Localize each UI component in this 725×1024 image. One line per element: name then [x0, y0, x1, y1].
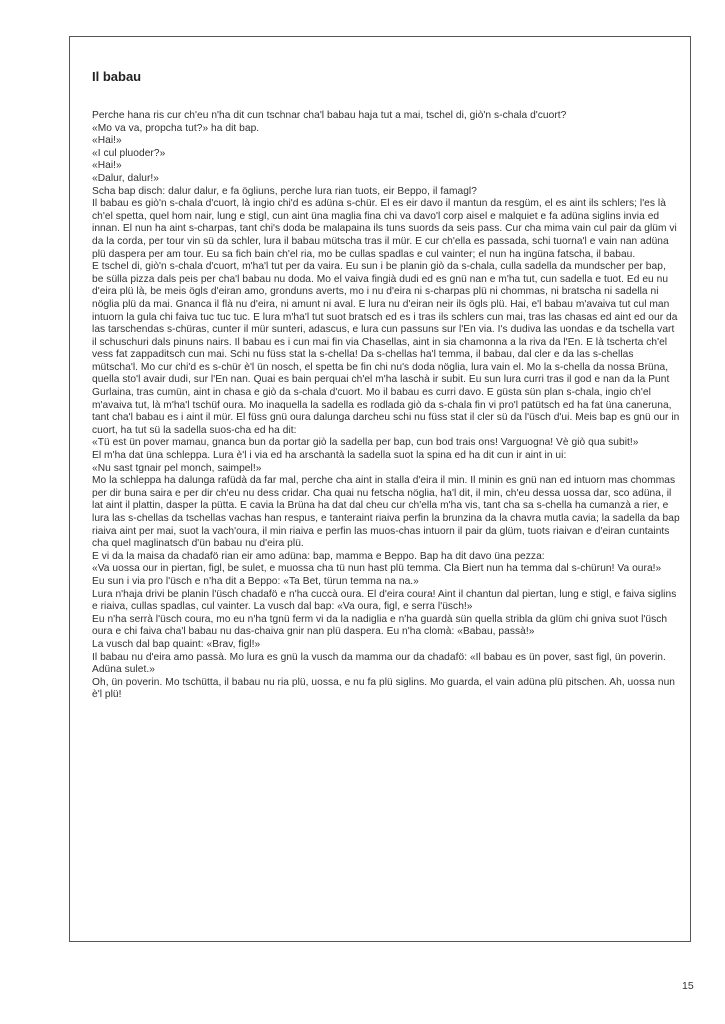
- paragraph: Mo la schleppa ha dalunga rafüdà da far mal, perche cha aint in stalla d'eira il min. Il minin es gnü nan ed intuorn mas chommas per dir buna saira e per dir ch'eu nu dess cridar. Cha quai nu fetscha nöglia, ha'l dit, il min, ch'eu dessa uossa dar, sco adüna, il lat aint il plattin, dasper la pütta. E cavia la Brüna ha dat dal cheu cur ch'ella m'ha vis, tant cha sa s-chella ha cumanzà a rier, e lura las s-chellas da tschellas vachas han respus, e tanteraint riaiva perfin la brunzina da la chavra mutla cavia; la sadella da bap riaiva aint per mai, suot la vach'oura, il min riaiva e perfin las muos-chas intuorn il pair da glüm, tuots riaivan e d'eiran cuntaints cha quel maglinatsch d'ün babau nu d'eira plü.: [92, 475, 680, 550]
- story-body: [92, 110, 680, 702]
- paragraph: Oh, ün poverin. Mo tschütta, il babau nu ria plü, uossa, e nu fa plü siglins. Mo guarda, el vain adüna plü pitschen. Ah, uossa nun è'l plü!: [92, 676, 676, 701]
- paragraph: La vusch dal bap quaint: «Brav, figl!»: [92, 638, 261, 650]
- story-title: Il babau: [92, 69, 142, 84]
- paragraph: Lura n'haja drivi be planin l'üsch chadafö e n'ha cuccà oura. El d'eira coura! Aint il chantun dal piertan, lung e stigl, e faiva siglins e riaiva, cullas spadlas, cul vainter. La vusch dal bap: «Va oura, figl, e serra l'üsch!»: [92, 588, 677, 613]
- paragraph: Il babau es giò'n s-chala d'cuort, là ingio chi'd es adüna s-chür. El es eir davo il mantun da resgüm, el es aint ils schlers; l'es là ch'el spetta, quel hom nair, lung e stigl, cun aint üna maglia fina chi va davo'l corp aisel e malquiet e fa adüna siglins invia ed innan. El nun ha aint s-charpas, tant chi's doda be malapaina ils tuns suords da seis pass. Cur cha mima vain cul pair da glüm vi da la corda, per tour vin sü da schler, lura il babau mütscha tras il mür. E cur ch'ella es passada, schi tuorna'l e vain nan adüna plü daspera per am tour. Eu sa fich bain ch'el ria, mo be cullas spadlas e cul vainter; el nun ha ingüna fatscha, il babau.: [92, 198, 677, 260]
- story-content: [92, 69, 680, 702]
- paragraph: E vi da la maisa da chadafö rian eir amo adüna: bap, mamma e Beppo. Bap ha dit davo üna pezza:: [92, 550, 545, 562]
- paragraph: El m'ha dat üna schleppa. Lura è'l i via ed ha arschantà la sadella suot la spina ed ha dit cun ir aint in ui:: [92, 450, 567, 462]
- paragraph: «Mo va va, propcha tut?» ha dit bap.: [92, 122, 260, 134]
- page-number: 15: [682, 980, 694, 992]
- paragraph: «I cul pluoder?»: [92, 147, 166, 159]
- paragraph: Il babau nu d'eira amo passà. Mo lura es gnü la vusch da mamma our da chadafö: «Il babau es ün pover, sast figl, ün poverin. Adüna sulet.»: [92, 651, 666, 676]
- paragraph: «Hai!»: [92, 160, 122, 172]
- paragraph: «Nu sast tgnair pel monch, saimpel!»: [92, 462, 262, 474]
- paragraph: Eu sun i via pro l'üsch e n'ha dit a Beppo: «Ta Bet, türun temma na na.»: [92, 575, 419, 587]
- paragraph: E tschel di, giò'n s-chala d'cuort, m'ha'l tut per da vaira. Eu sun i be planin giò da s-chala, culla sadella da mundscher per bap, be sülla pizza dals peis per cha'l babau nu doda. Mo el vaiva fingià dudi ed es gnü nan e m'ha tut, cun sadella e tuot. Ed eu nu d'eira plü là, be meis ögls d'eiran amo, gronduns averts, mo i nu d'eira ni s-charpas plü ni chommas, ni bratscha ni sadella ni nöglia plü da mai. Gnanca il flà nu d'eira, ni amunt ni aval. E lura nu d'eiran neir ils ögls plü. Hai, e'l babau m'avaiva tut cul man intuorn la gula chi faiva tuc tuc tuc. E lura m'ha'l tut suot bratsch ed es i tras ils schlers cun mai, tras las chasas ed aint ed our da las tarschendas s-chüras, cunter il mür sunteri, adascus, e lura cun passuns sur l'En via. I's dudiva las uondas e da tschella vart il schuschuri dals pinuns nairs. Il babau es i cun mai fin via Chasellas, aint in sia chamonna a la riva da l'En. E là tscherta ch'el vess fat zappaditsch cun mai. Schi nu füss stat la s-chella! Da s-chellas ha'l temma, il babau, dal cler e da las s-chellas mütscha'l. Mo cur chi'd es s-chür è'l ün nosch, el spetta be fin chi nu's doda nöglia, lura vain el. Mo la s-chella da nossa Brüna, quella sto'l avair dudi, sur l'En nan. Quai es bain perquai ch'el m'ha laschà ir subit. Eu sun lura curri tras il god e nan da la Punt Gurlaina, tras cumün, aint in chasa e giò da s-chala d'cuort. Mo il babau es curri davo. E güsta sün plan s-chala, ingio ch'el m'avaiva tut, là m'ha'l tschüf oura. Mo inaquella la sadella es rodlada giò da s-chala fin vi pro'l patütsch ed ha fat üna caneruna, tant cha'l babau es i aint il mür. El füss gnü oura dalunga darcheu schi nu füss stat il cler sü da l'üsch d'ui. Meis bap es gnü our in cuort, ha tut sü la sadella suos-cha ed ha dit:: [92, 261, 680, 436]
- paragraph: «Dalur, dalur!»: [92, 172, 160, 184]
- paragraph: Perche hana ris cur ch'eu n'ha dit cun tschnar cha'l babau haja tut a mai, tschel di, giò'n s-chala d'cuort?: [92, 110, 567, 121]
- paragraph: «Hai!»: [92, 135, 122, 147]
- paragraph: Eu n'ha serrà l'üsch coura, mo eu n'ha tgnü ferm vi da la nadiglia e n'ha guardà sün quella stribla da glüm chi gniva suot l'üsch oura e chi faiva cha'l babau nu das-chaiva gnir nan plü daspera. Eu n'ha clomà: «Babau, passà!»: [92, 613, 668, 638]
- paragraph: «Tü est ün pover mamau, gnanca bun da portar giò la sadella per bap, cun bod trais ons! Varguogna! Vè giò qua subit!»: [92, 437, 639, 449]
- paragraph: Scha bap disch: dalur dalur, e fa ögliuns, perche lura rian tuots, eir Beppo, il famagl?: [92, 185, 477, 197]
- paragraph: «Va uossa our in piertan, figl, be sulet, e muossa cha tü nun hast plü temma. Cla Biert nun ha temma dal s-chürun! Va oura!»: [92, 563, 662, 575]
